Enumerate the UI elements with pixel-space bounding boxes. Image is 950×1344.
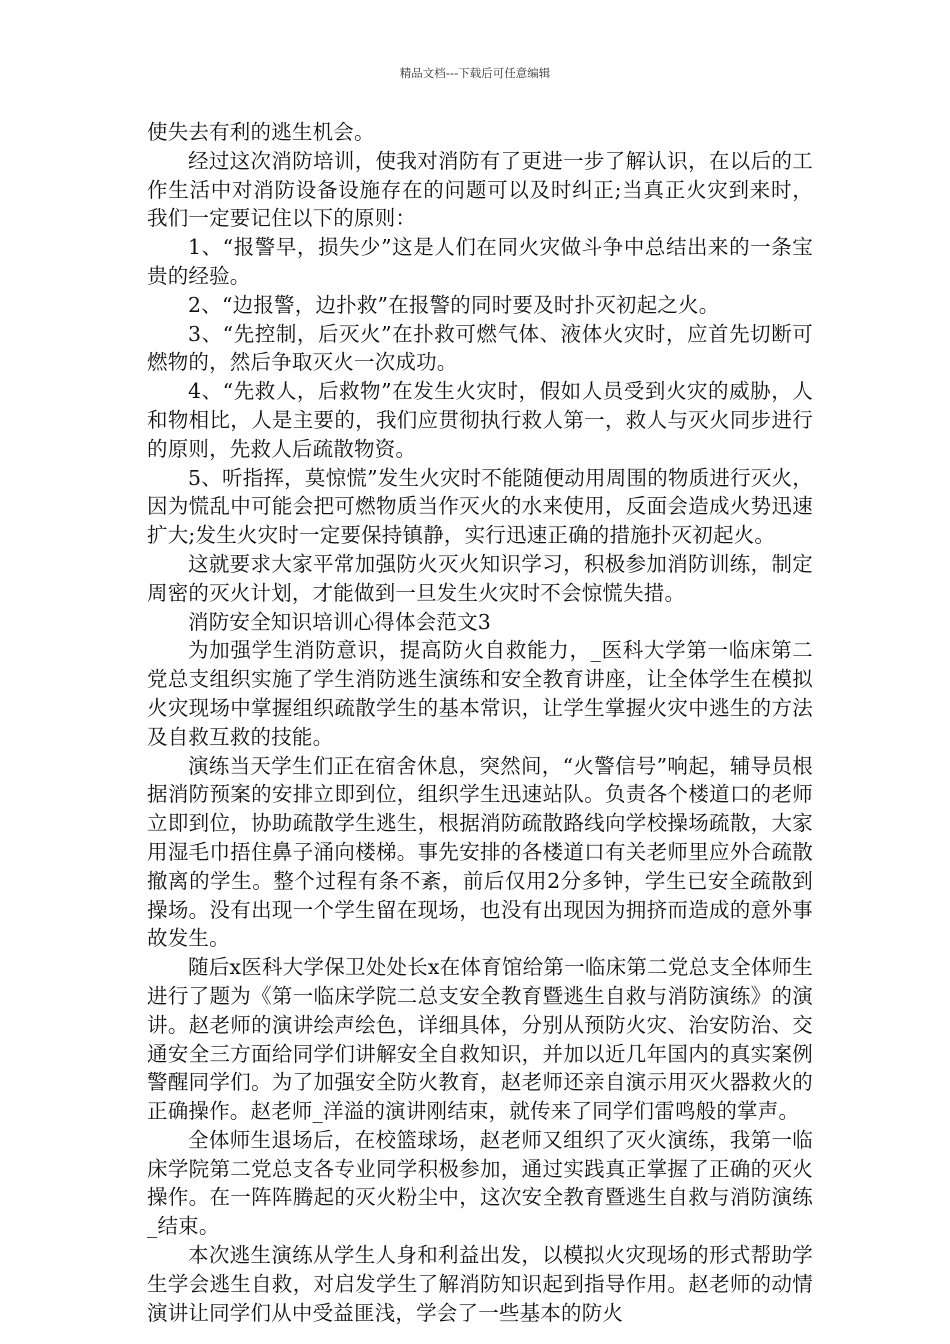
paragraph: 全体师生退场后，在校篮球场，赵老师又组织了灭火演练，我第一临床学院第二党总支各专业同学积极参加，通过实践真正掌握了正确的灭火操作。在一阵阵腾起的灭火粉尘中，这次安全教育暨逃生自救与消防演练_结束。: [147, 1127, 813, 1239]
document-body: [147, 118, 813, 1327]
list-item: 3、“先控制，后灭火”在扑救可燃气体、液体火灾时，应首先切断可燃物的，然后争取灭火一次成功。: [147, 321, 813, 375]
section-title: 消防安全知识培训心得体会范文3: [188, 609, 492, 634]
paragraph: 使失去有利的逃生机会。: [147, 120, 375, 144]
list-item: 2、“边报警，边扑救”在报警的同时要及时扑灭初起之火。: [188, 292, 720, 317]
paragraph: 这就要求大家平常加强防火灭火知识学习，积极参加消防训练，制定周密的灭火计划，才能做到一旦发生火灾时不会惊慌失措。: [147, 551, 813, 605]
paragraph: 本次逃生演练从学生人身和利益出发，以模拟火灾现场的形式帮助学生学会逃生自救，对启发学生了解消防知识起到指导作用。赵老师的动情演讲让同学们从中受益匪浅，学会了一些基本的防火: [147, 1243, 813, 1325]
list-item: 5、听指挥，莫惊慌”发生火灾时不能随便动用周围的物质进行灭火，因为慌乱中可能会把可燃物质当作灭火的水来使用，反面会造成火势迅速扩大;发生火灾时一定要保持镇静，实行迅速正确的措施扑灭初起火。: [147, 465, 813, 548]
paragraph: 为加强学生消防意识，提高防火自救能力，_医科大学第一临床第二党总支组织实施了学生消防逃生演练和安全教育讲座，让全体学生在模拟火灾现场中掌握组织疏散学生的基本常识，让学生掌握火灾中逃生的方法及自救互救的技能。: [147, 638, 813, 749]
list-item: 1、“报警早，损失少”这是人们在同火灾做斗争中总结出来的一条宝贵的经验。: [147, 235, 813, 288]
page-header: 精品文档---下载后可任意编辑: [399, 66, 551, 80]
paragraph: 演练当天学生们正在宿舍休息，突然间，“火警信号”响起，辅导员根据消防预案的安排立即到位，组织学生迅速站队。负责各个楼道口的老师立即到位，协助疏散学生逃生，根据消防疏散路线向学校操场疏散，大家用湿毛巾捂住鼻子涌向楼梯。事先安排的各楼道口有关老师里应外合疏散撤离的学生。整个过程有条不紊，前后仅用2分多钟，学生已安全疏散到操场。没有出现一个学生留在现场，也没有出现因为拥挤而造成的意外事故发生。: [147, 753, 813, 951]
paragraph: 随后x医科大学保卫处处长x在体育馆给第一临床第二党总支全体师生进行了题为《第一临床学院二总支安全教育暨逃生自救与消防演练》的演讲。赵老师的演讲绘声绘色，详细具体，分别从预防火灾、治安防治、交通安全三方面给同学们讲解安全自救知识，并加以近几年国内的真实案例警醒同学们。为了加强安全防火教育，赵老师还亲自演示用灭火器救火的正确操作。赵老师_洋溢的演讲刚结束，就传来了同学们雷鸣般的掌声。: [147, 955, 813, 1124]
list-item: 4、“先救人，后救物”在发生火灾时，假如人员受到火灾的威胁，人和物相比，人是主要的，我们应贯彻执行救人第一，救人与灭火同步进行的原则，先救人后疏散物资。: [147, 379, 813, 461]
paragraph: 经过这次消防培训，使我对消防有了更进一步了解认识，在以后的工作生活中对消防设备设施存在的问题可以及时纠正;当真正火灾到来时，我们一定要记住以下的原则：: [147, 148, 813, 231]
